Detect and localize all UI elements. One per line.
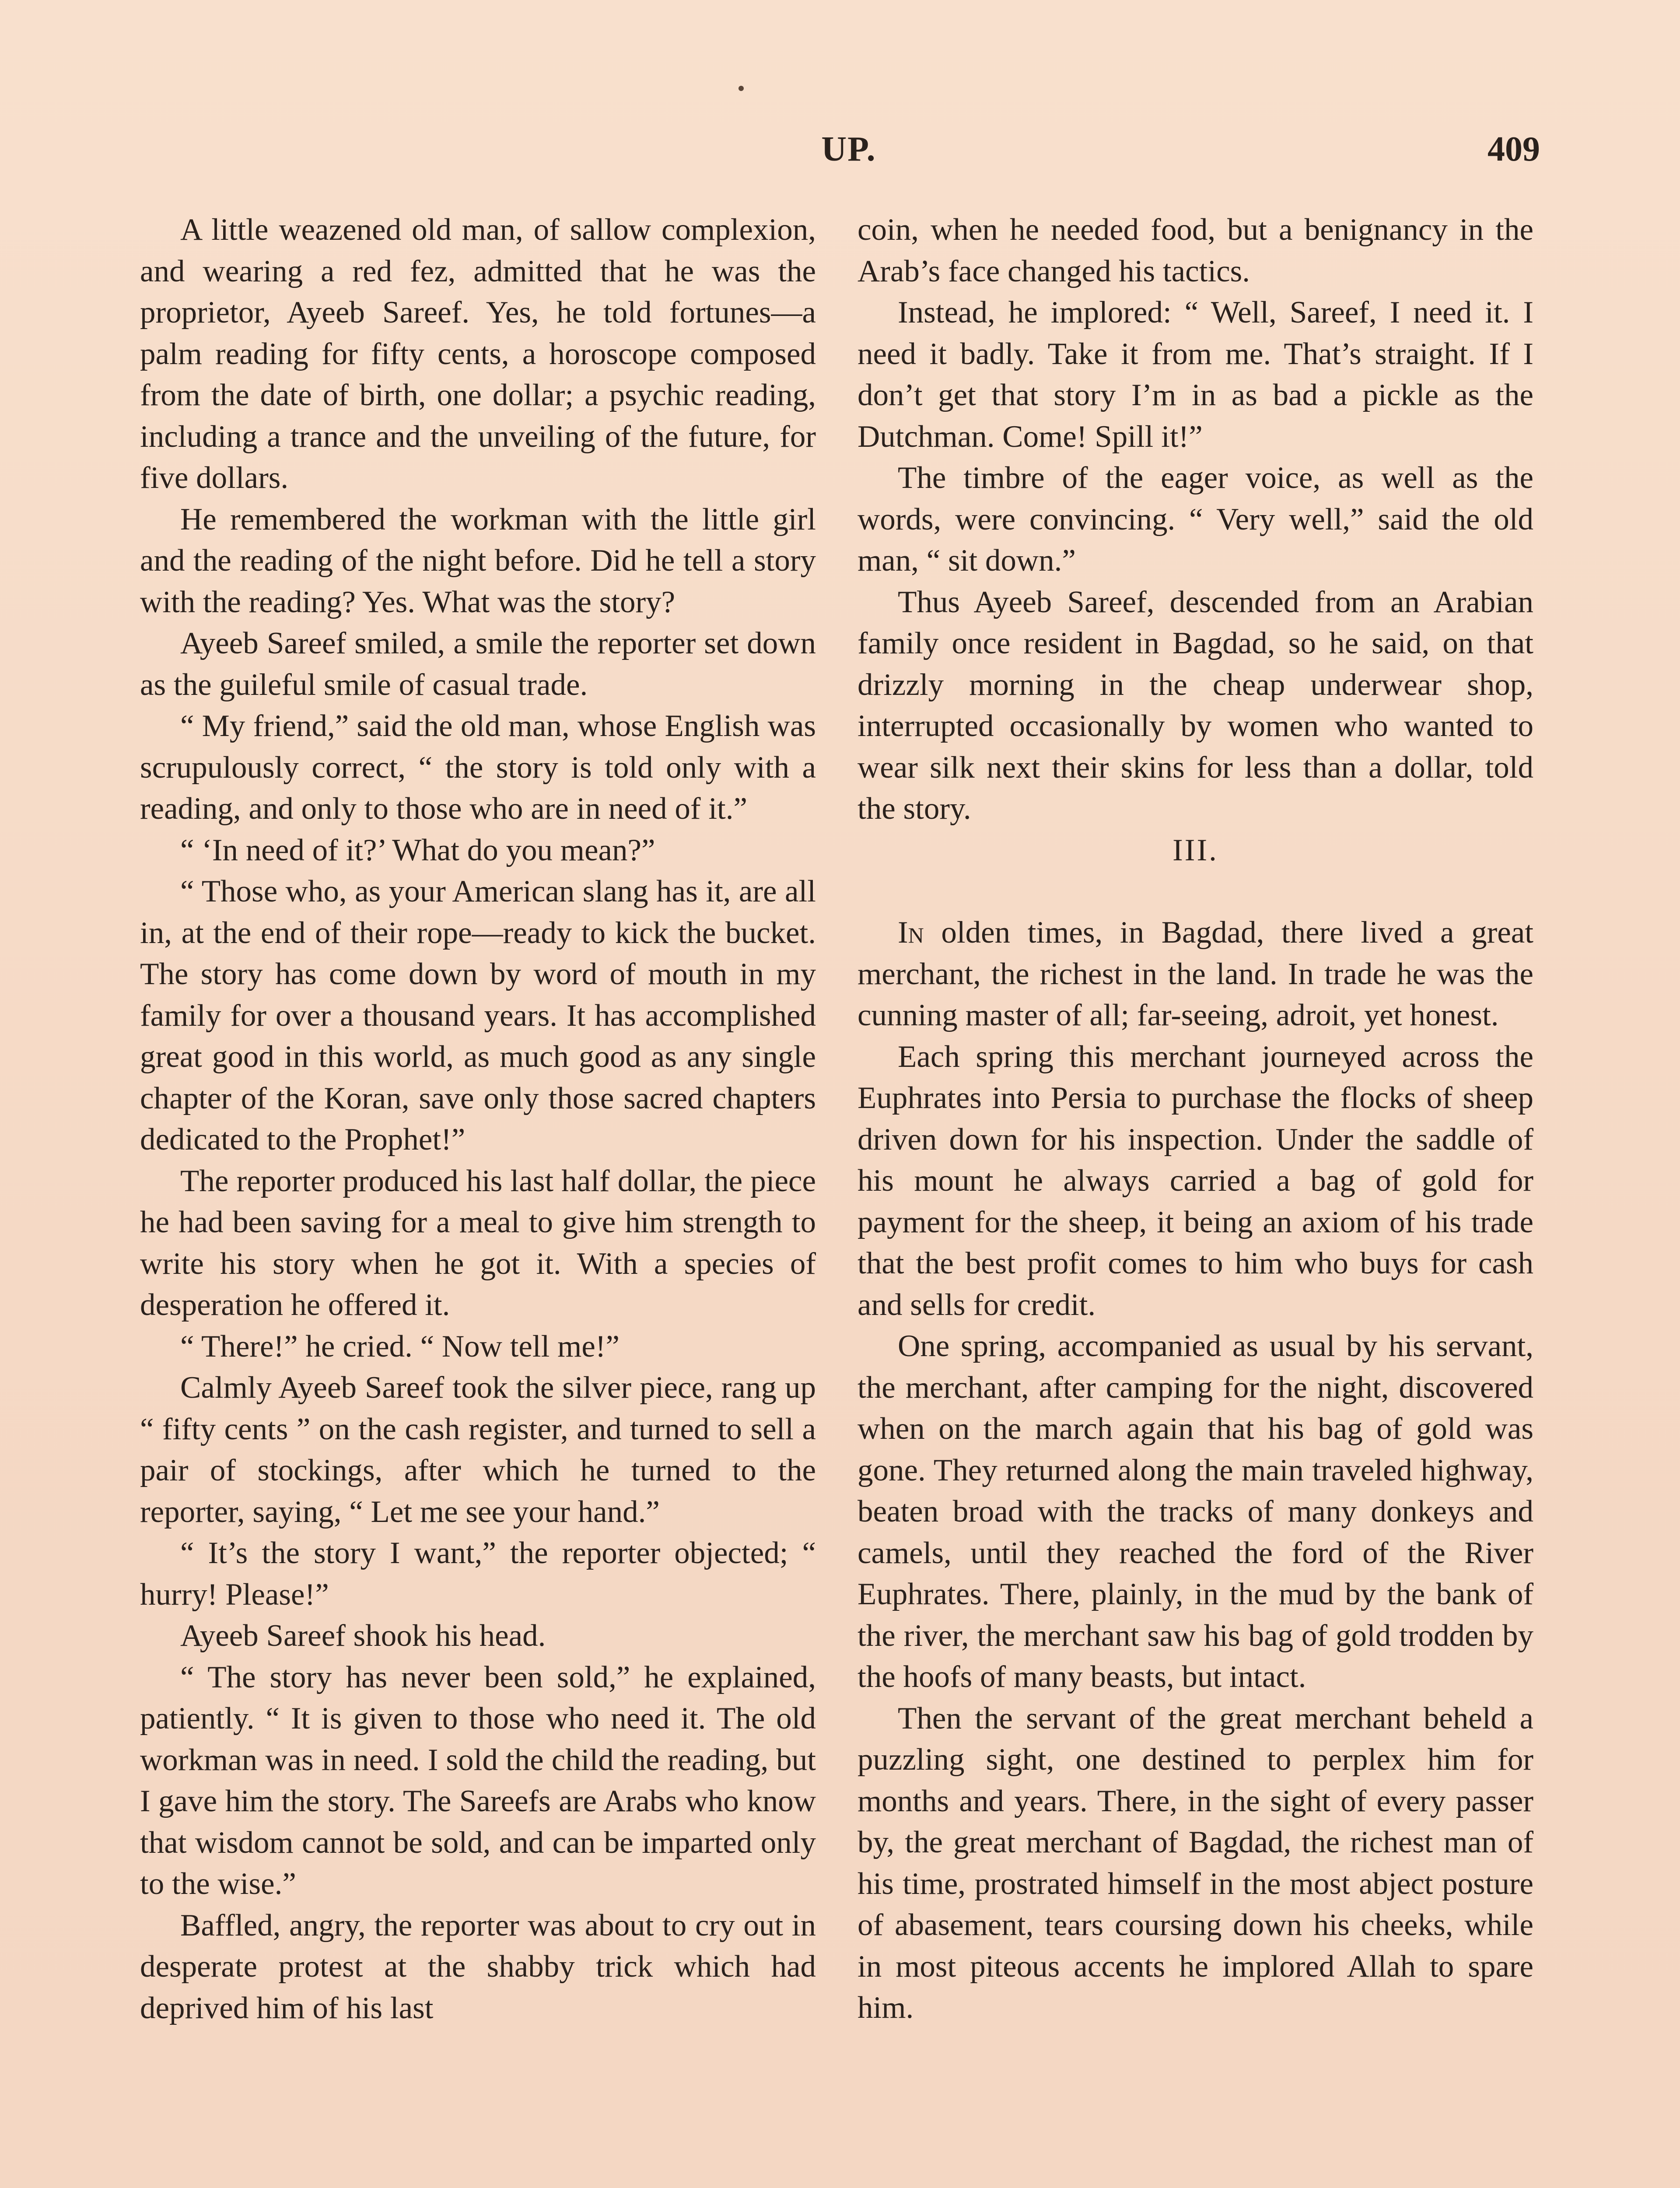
- section-heading: III.: [1172, 833, 1218, 867]
- section-first-text: olden times, in Bagdad, there lived a great merchant, the richest in the land. In trade he was the cunning master of all; far-seeing, adroit, yet honest.: [858, 915, 1533, 1032]
- paragraph: The reporter produced his last half dollar, the piece he had been saving for a meal to give him strength to write his story when he got it. With a species of desperation he offered it.: [140, 1164, 816, 1322]
- paragraph: Ayeeb Sareef smiled, a smile the reporter set down as the guileful smile of casual trade.: [140, 626, 816, 702]
- paragraph: A little weazened old man, of sallow complexion, and wearing a red fez, admitted that he was the proprietor, Ayeeb Sareef. Yes, he told fortunes—a palm reading for fifty cents, a horoscope composed from the date of birth, one dollar; a psychic reading, including a trance and the unveiling of the future, for five dollars.: [140, 213, 816, 495]
- paragraph: “ Those who, as your American slang has it, are all in, at the end of their rope—ready to kick the bucket. The story has come down by word of mouth in my family for over a thousand years. It has accomplished great good in this world, as much good as any single chapter of the Koran, save only those sacred chapters dedicated to the Prophet!”: [140, 874, 816, 1157]
- paragraph: “ My friend,” said the old man, whose English was scrupulously correct, “ the story is told only with a reading, and only to those who are in need of it.”: [140, 709, 816, 826]
- right-column: [858, 209, 1533, 2029]
- paragraph: “ It’s the story I want,” the reporter objected; “ hurry! Please!”: [140, 1536, 816, 1612]
- left-column: [140, 209, 816, 2029]
- paragraph: “ There!” he cried. “ Now tell me!”: [180, 1329, 620, 1364]
- paragraph: Then the servant of the great merchant beheld a puzzling sight, one destined to perplex him for months and years. There, in the sight of every passer by, the great merchant of Bagdad, the richest man of his time, prostrated himself in the most abject posture of abasement, tears coursing down his cheeks, while in most piteous accents he implored Allah to spare him.: [858, 1701, 1533, 2025]
- paragraph: Baffled, angry, the reporter was about to cry out in desperate protest at the shabby trick which had deprived him of his last: [140, 1908, 816, 2025]
- paragraph-continued: coin, when he needed food, but a benignancy in the Arab’s face changed his tactics.: [858, 213, 1533, 288]
- paragraph: He remembered the workman with the little girl and the reading of the night before. Did he tell a story with the reading? Yes. What was the story?: [140, 502, 816, 619]
- paragraph: “ The story has never been sold,” he explained, patiently. “ It is given to those who need it. The old workman was in need. I sold the child the reading, but I gave him the story. The Sareefs are Arabs who know that wisdom cannot be sold, and can be imparted only to the wise.”: [140, 1660, 816, 1901]
- ink-speck: [738, 86, 744, 91]
- paragraph: Calmly Ayeeb Sareef took the silver piece, rang up “ fifty cents ” on the cash register, and turned to sell a pair of stockings, after which he turned to the reporter, saying, “ Let me see your hand.”: [140, 1371, 816, 1529]
- paragraph: Ayeeb Sareef shook his head.: [180, 1619, 546, 1653]
- paragraph: “ ‘In need of it?’ What do you mean?”: [180, 833, 655, 867]
- section-first-word: In: [898, 915, 924, 950]
- paragraph: Each spring this merchant journeyed across the Euphrates into Persia to purchase the flocks of sheep driven down for his inspection. Under the saddle of his mount he always carried a bag of gold for payment for the sheep, it being an axiom of his trade that the best profit comes to him who buys for cash and sells for credit.: [858, 1039, 1533, 1322]
- paragraph: One spring, accompanied as usual by his servant, the merchant, after camping for the night, discovered when on the march again that his bag of gold was gone. They returned along the main traveled highway, beaten broad with the tracks of many donkeys and camels, until they reached the ford of the River Euphrates. There, plainly, in the mud by the bank of the river, the merchant saw his bag of gold trodden by the hoofs of many beasts, but intact.: [858, 1329, 1533, 1694]
- page-number: 409: [1488, 130, 1540, 168]
- paragraph: Thus Ayeeb Sareef, descended from an Arabian family once resident in Bagdad, so he said, on that drizzly morning in the cheap underwear shop, interrupted occasionally by women who wanted to wear silk next their skins for less than a dollar, told the story.: [858, 585, 1533, 826]
- paragraph: Instead, he implored: “ Well, Sareef, I need it. I need it badly. Take it from me. That’s straight. If I don’t get that story I’m in as bad a pickle as the Dutchman. Come! Spill it!”: [858, 295, 1533, 454]
- running-title: UP.: [821, 130, 876, 168]
- section-opening-paragraph: [858, 912, 1533, 1036]
- paragraph: The timbre of the eager voice, as well as the words, were convincing. “ Very well,” said the old man, “ sit down.”: [858, 461, 1533, 578]
